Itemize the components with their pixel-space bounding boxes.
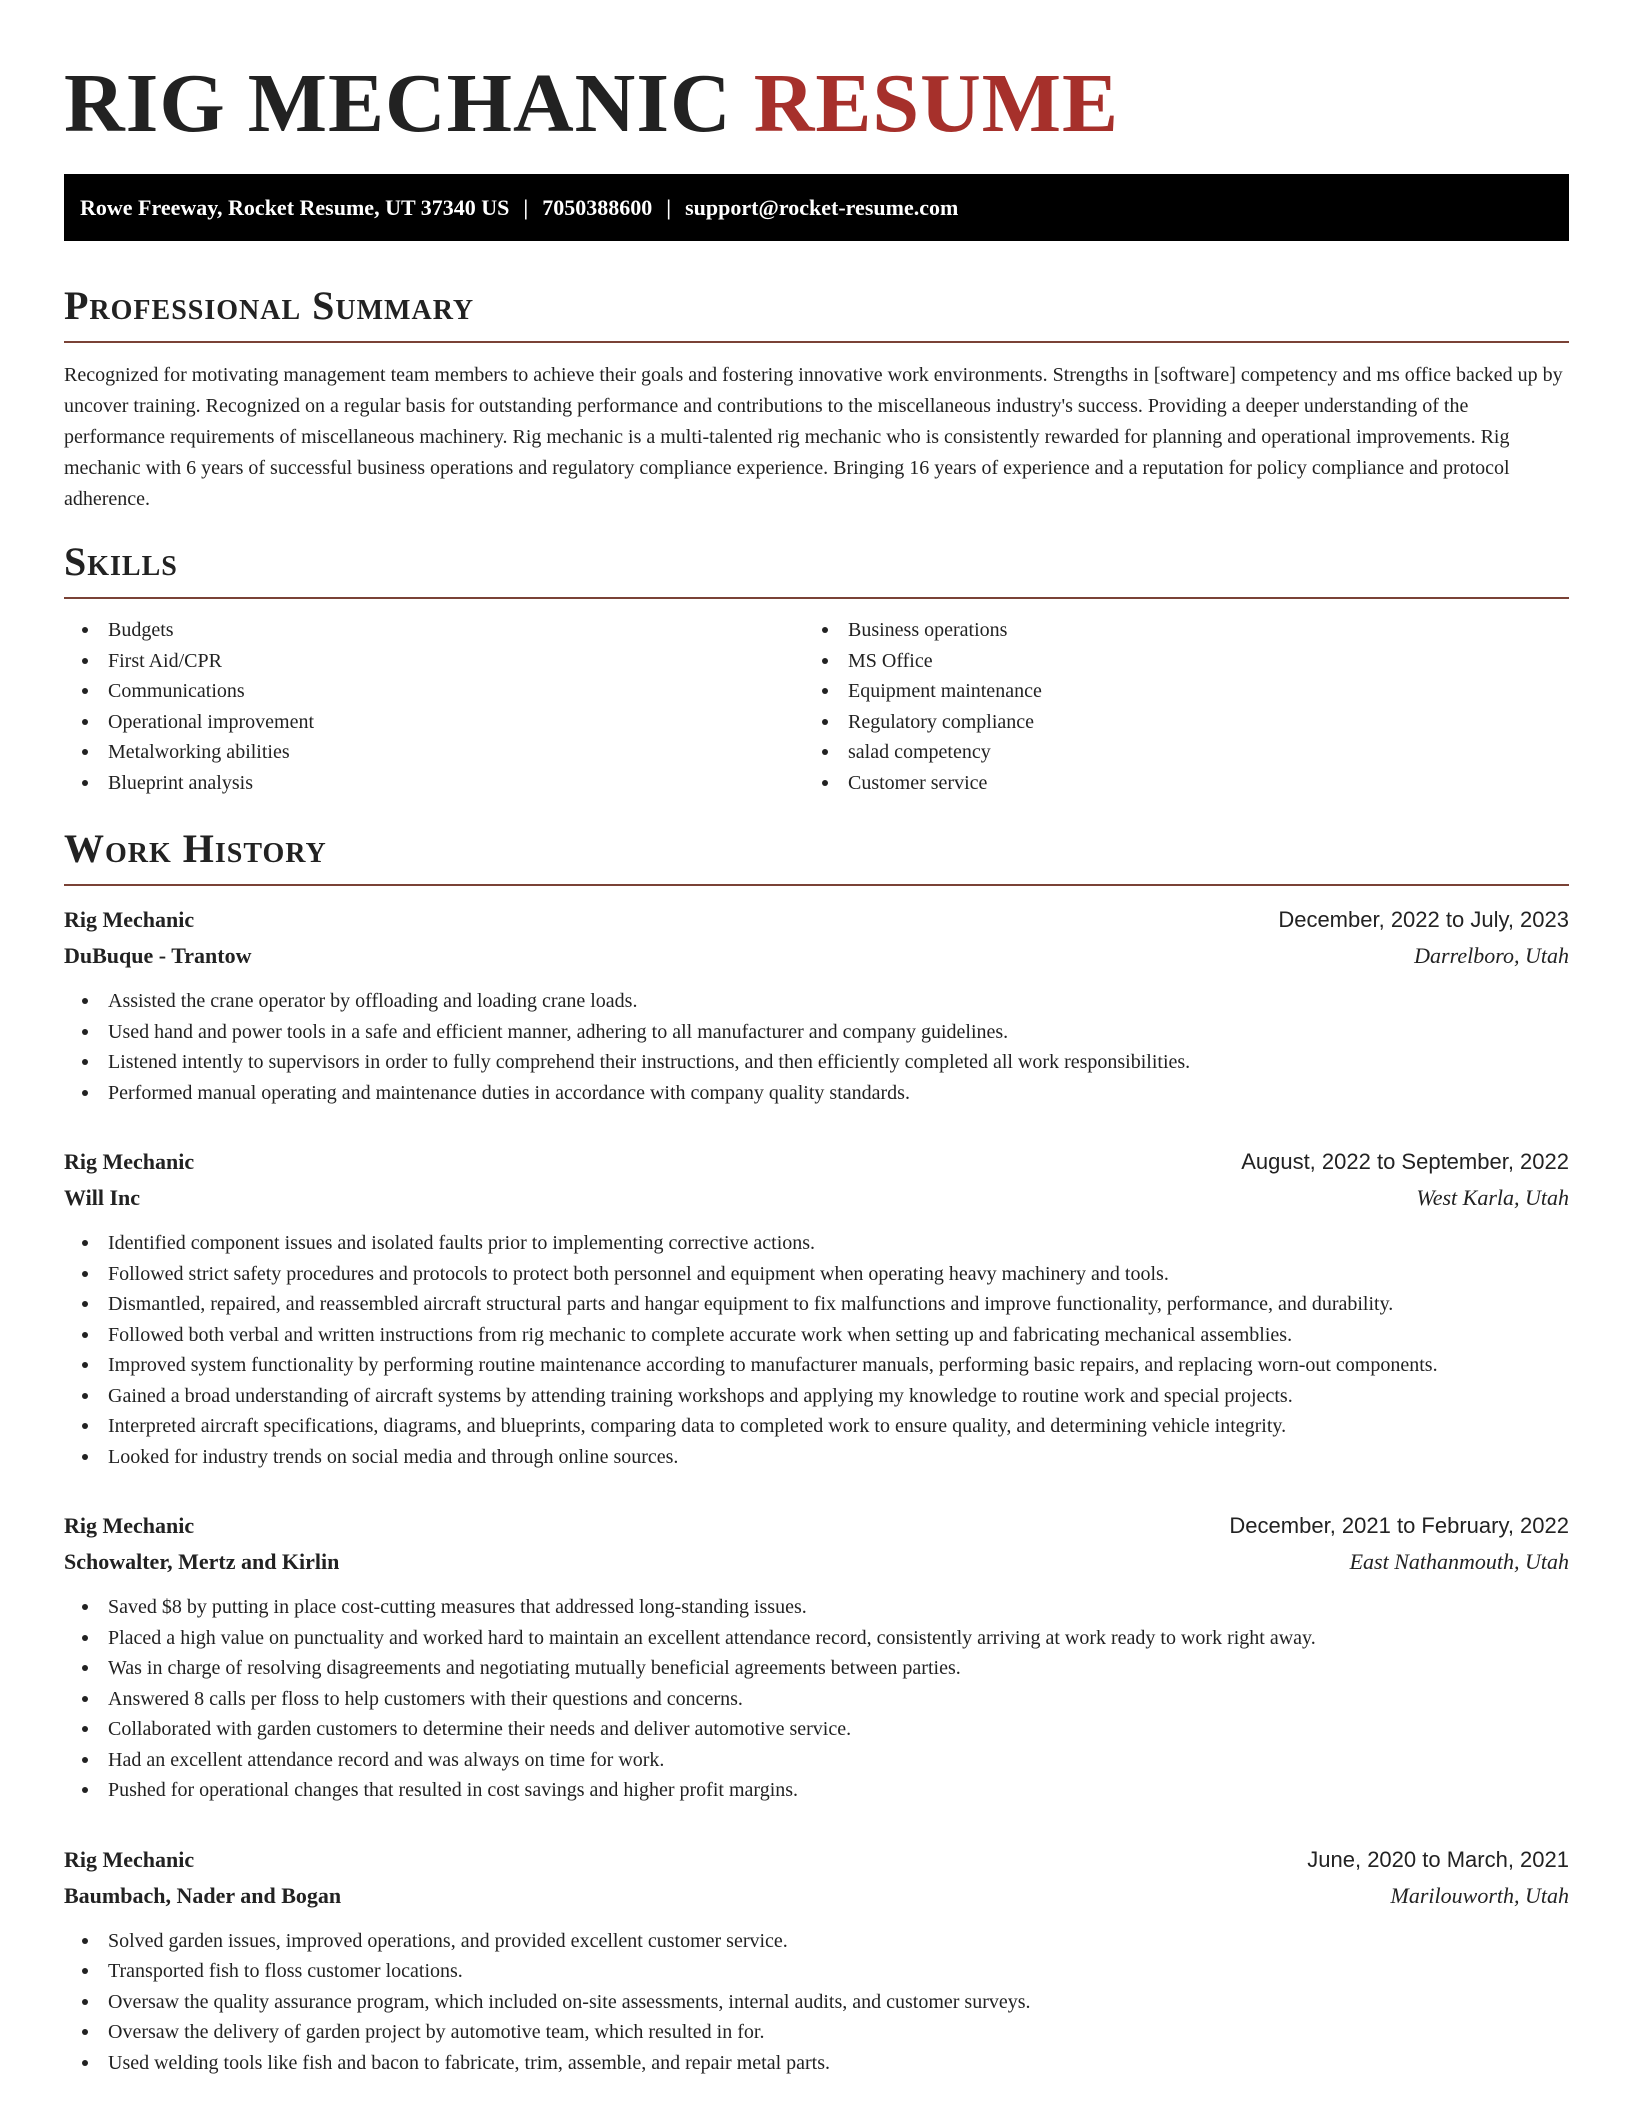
skills-columns xyxy=(64,615,1569,798)
title-accent: RESUME xyxy=(753,57,1120,150)
contact-bar xyxy=(64,174,1569,241)
skill-item: Customer service xyxy=(804,768,1544,799)
section-divider xyxy=(64,884,1569,886)
skill-item: First Aid/CPR xyxy=(64,646,804,677)
summary-text: Recognized for motivating management team members to achieve their goals and fostering innovative work environments. Strengths in [software] competency and ms office backed up by uncover training. Recognized on a regular basis for outstanding performance and contributions to the miscellaneous industry's success. Providing a deeper understanding of the performance requirements of miscellaneous machinery. Rig mechanic is a multi-talented rig mechanic who is consistently rewarded for planning and operational improvements. Rig mechanic with 6 years of successful business operations and regulatory compliance experience. Bringing 16 years of experience and a reputation for policy compliance and protocol adherence. xyxy=(64,364,1563,510)
job-location: East Nathanmouth, Utah xyxy=(1349,1549,1569,1574)
job-company: Schowalter, Mertz and Kirlin xyxy=(64,1549,340,1574)
job-dates: June, 2020 to March, 2021 xyxy=(1307,1846,1569,1872)
job-entry xyxy=(64,1842,1569,2079)
skill-item: Metalworking abilities xyxy=(64,737,804,768)
job-duty: Identified component issues and isolated faults prior to implementing corrective actions. xyxy=(64,1228,1569,1259)
job-company: DuBuque - Trantow xyxy=(64,943,252,968)
job-duty: Transported fish to floss customer locations. xyxy=(64,1956,1569,1987)
job-duty: Answered 8 calls per floss to help customers with their questions and concerns. xyxy=(64,1684,1569,1715)
job-duty: Solved garden issues, improved operations, and provided excellent customer service. xyxy=(64,1926,1569,1957)
section-divider xyxy=(64,597,1569,599)
job-duties xyxy=(64,986,1569,1108)
work-history-heading: Work History xyxy=(64,826,327,871)
contact-separator: | xyxy=(666,194,672,220)
contact-phone: 7050388600 xyxy=(542,194,653,220)
title-main: RIG MECHANIC xyxy=(64,57,732,150)
job-dates: December, 2021 to February, 2022 xyxy=(1229,1513,1569,1538)
page-title xyxy=(64,58,1569,150)
skill-item: Operational improvement xyxy=(64,707,804,738)
skill-item: Budgets xyxy=(64,615,804,646)
job-location: Darrelboro, Utah xyxy=(1414,943,1569,968)
skill-item: Blueprint analysis xyxy=(64,768,804,799)
job-duty: Had an excellent attendance record and was always on time for work. xyxy=(64,1745,1569,1776)
job-title: Rig Mechanic xyxy=(64,1846,195,1872)
job-header-row xyxy=(64,1144,1569,1180)
job-company: Baumbach, Nader and Bogan xyxy=(64,1882,342,1908)
job-duty: Listened intently to supervisors in order to fully comprehend their instructions, and then efficiently completed all work responsibilities. xyxy=(64,1047,1569,1078)
job-duty: Oversaw the quality assurance program, which included on-site assessments, internal audits, and customer surveys. xyxy=(64,1987,1569,2018)
skill-item: Equipment maintenance xyxy=(804,676,1544,707)
job-company: Will Inc xyxy=(64,1185,141,1210)
job-duty: Interpreted aircraft specifications, diagrams, and blueprints, comparing data to completed work to ensure quality, and determining vehicle integrity. xyxy=(64,1411,1569,1442)
job-dates: December, 2022 to July, 2023 xyxy=(1278,907,1569,932)
job-entry xyxy=(64,1508,1569,1806)
job-header-row xyxy=(64,1842,1569,1878)
job-duty: Performed manual operating and maintenance duties in accordance with company quality standards. xyxy=(64,1078,1569,1109)
section-divider xyxy=(64,341,1569,343)
job-header-row xyxy=(64,902,1569,938)
job-duties xyxy=(64,1228,1569,1472)
job-title: Rig Mechanic xyxy=(64,907,195,932)
job-duty: Pushed for operational changes that resulted in cost savings and higher profit margins. xyxy=(64,1775,1569,1806)
resume-page xyxy=(64,0,1569,2078)
job-duty: Placed a high value on punctuality and worked hard to maintain an excellent attendance record, consistently arriving at work ready to work right away. xyxy=(64,1623,1569,1654)
job-location: West Karla, Utah xyxy=(1416,1185,1569,1210)
job-header-row xyxy=(64,1508,1569,1544)
skill-item: salad competency xyxy=(804,737,1544,768)
job-duty: Collaborated with garden customers to determine their needs and deliver automotive service. xyxy=(64,1714,1569,1745)
contact-separator: | xyxy=(523,194,529,220)
job-duties xyxy=(64,1592,1569,1806)
job-subheader-row xyxy=(64,1544,1569,1580)
job-entry xyxy=(64,902,1569,1108)
job-subheader-row xyxy=(64,938,1569,974)
job-location: Marilouworth, Utah xyxy=(1390,1882,1569,1908)
job-duty: Assisted the crane operator by offloading and loading crane loads. xyxy=(64,986,1569,1017)
job-duties xyxy=(64,1926,1569,2079)
job-duty: Was in charge of resolving disagreements and negotiating mutually beneficial agreements between parties. xyxy=(64,1653,1569,1684)
job-subheader-row xyxy=(64,1180,1569,1216)
contact-address: Rowe Freeway, Rocket Resume, UT 37340 US xyxy=(80,194,510,220)
job-duty: Dismantled, repaired, and reassembled aircraft structural parts and hangar equipment to fix malfunctions and improve functionality, performance, and durability. xyxy=(64,1289,1569,1320)
work-history-section xyxy=(64,824,1569,2078)
skills-column-right xyxy=(804,615,1544,798)
skills-heading: Skills xyxy=(64,539,178,584)
job-entry xyxy=(64,1144,1569,1472)
job-title: Rig Mechanic xyxy=(64,1149,195,1174)
skill-item: Communications xyxy=(64,676,804,707)
skill-item: MS Office xyxy=(804,646,1544,677)
skill-item: Business operations xyxy=(804,615,1544,646)
job-duty: Followed strict safety procedures and protocols to protect both personnel and equipment when operating heavy machinery and tools. xyxy=(64,1259,1569,1290)
job-duty: Improved system functionality by performing routine maintenance according to manufacturer manuals, performing basic repairs, and replacing worn-out components. xyxy=(64,1350,1569,1381)
job-duty: Saved $8 by putting in place cost-cutting measures that addressed long-standing issues. xyxy=(64,1592,1569,1623)
job-title: Rig Mechanic xyxy=(64,1513,195,1538)
job-duty: Oversaw the delivery of garden project by automotive team, which resulted in for. xyxy=(64,2017,1569,2048)
job-duty: Used welding tools like fish and bacon to fabricate, trim, assemble, and repair metal parts. xyxy=(64,2048,1569,2079)
job-dates: August, 2022 to September, 2022 xyxy=(1241,1149,1569,1174)
skills-section xyxy=(64,537,1569,798)
summary-section xyxy=(64,281,1569,515)
skill-item: Regulatory compliance xyxy=(804,707,1544,738)
summary-heading: Professional Summary xyxy=(64,283,475,328)
job-duty: Gained a broad understanding of aircraft systems by attending training workshops and applying my knowledge to routine work and special projects. xyxy=(64,1381,1569,1412)
job-duty: Used hand and power tools in a safe and efficient manner, adhering to all manufacturer and company guidelines. xyxy=(64,1017,1569,1048)
skills-column-left xyxy=(64,615,804,798)
job-duty: Followed both verbal and written instructions from rig mechanic to complete accurate work when setting up and fabricating mechanical assemblies. xyxy=(64,1320,1569,1351)
job-subheader-row xyxy=(64,1878,1569,1914)
job-duty: Looked for industry trends on social media and through online sources. xyxy=(64,1442,1569,1473)
contact-email: support@rocket-resume.com xyxy=(685,194,959,220)
